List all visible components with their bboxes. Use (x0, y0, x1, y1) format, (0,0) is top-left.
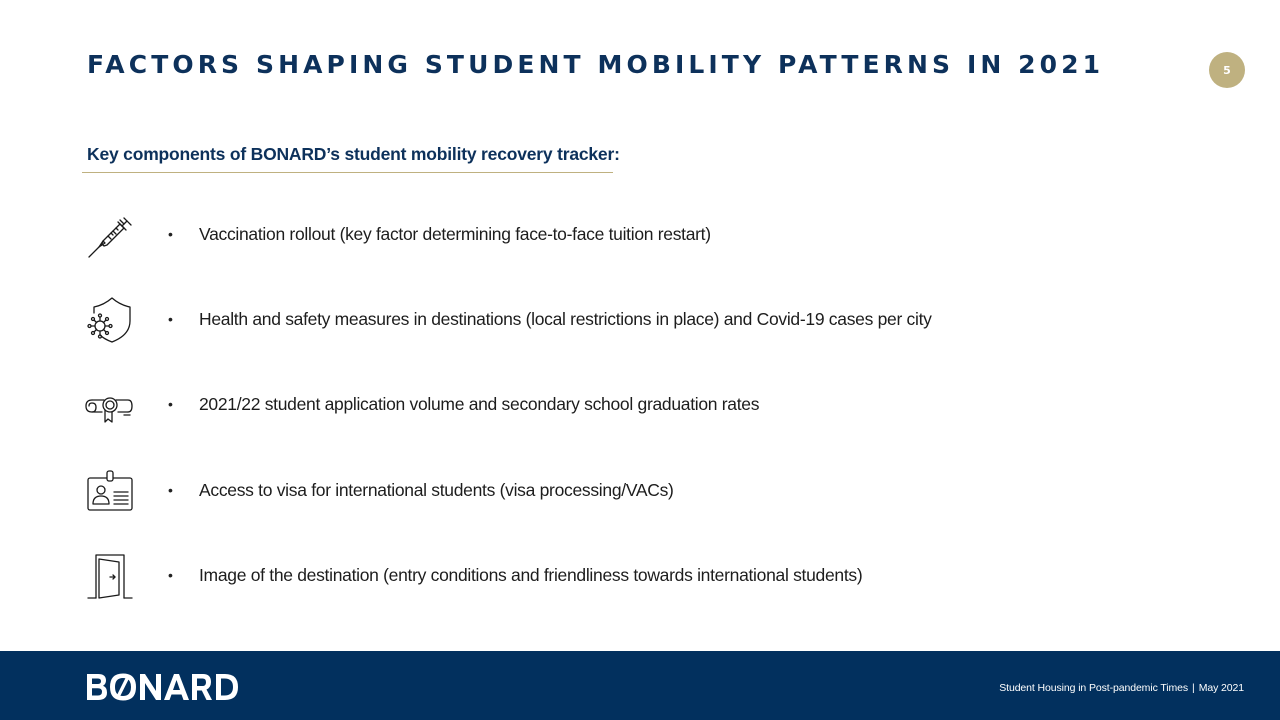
footer-caption (999, 682, 1244, 694)
id-badge-icon (84, 468, 136, 520)
list-item (0, 291, 1280, 351)
list-item (0, 206, 1280, 266)
list-item (0, 376, 1280, 436)
list-item (0, 462, 1280, 522)
item-text: Access to visa for international students (visa processing/VACs) (199, 480, 674, 500)
list-item (0, 547, 1280, 607)
page-title: FACTORS SHAPING STUDENT MOBILITY PATTERNS IN 2021 (87, 50, 1105, 79)
item-text: Health and safety measures in destinations (local restrictions in place) and Covid-19 cases per city (199, 309, 932, 329)
diploma-icon (84, 382, 136, 434)
bullet: • (168, 482, 173, 498)
bullet: • (168, 311, 173, 327)
item-text: Image of the destination (entry conditions and friendliness towards international students) (199, 565, 863, 585)
footer (0, 651, 1280, 720)
bullet: • (168, 567, 173, 583)
item-text: 2021/22 student application volume and secondary school graduation rates (199, 394, 760, 414)
bullet: • (168, 226, 173, 242)
section-subtitle: Key components of BONARD’s student mobility recovery tracker: (82, 144, 613, 173)
separator: | (1192, 682, 1195, 694)
door-icon (84, 551, 136, 603)
virus-shield-icon (84, 295, 136, 347)
document-title: Student Housing in Post-pandemic Times (999, 682, 1189, 694)
item-text: Vaccination rollout (key factor determining face-to-face tuition restart) (199, 224, 711, 244)
syringe-icon (84, 210, 136, 262)
bonard-logo (87, 673, 239, 701)
document-date: May 2021 (1198, 682, 1244, 694)
bullet: • (168, 396, 173, 412)
page-number-badge: 5 (1209, 52, 1245, 88)
